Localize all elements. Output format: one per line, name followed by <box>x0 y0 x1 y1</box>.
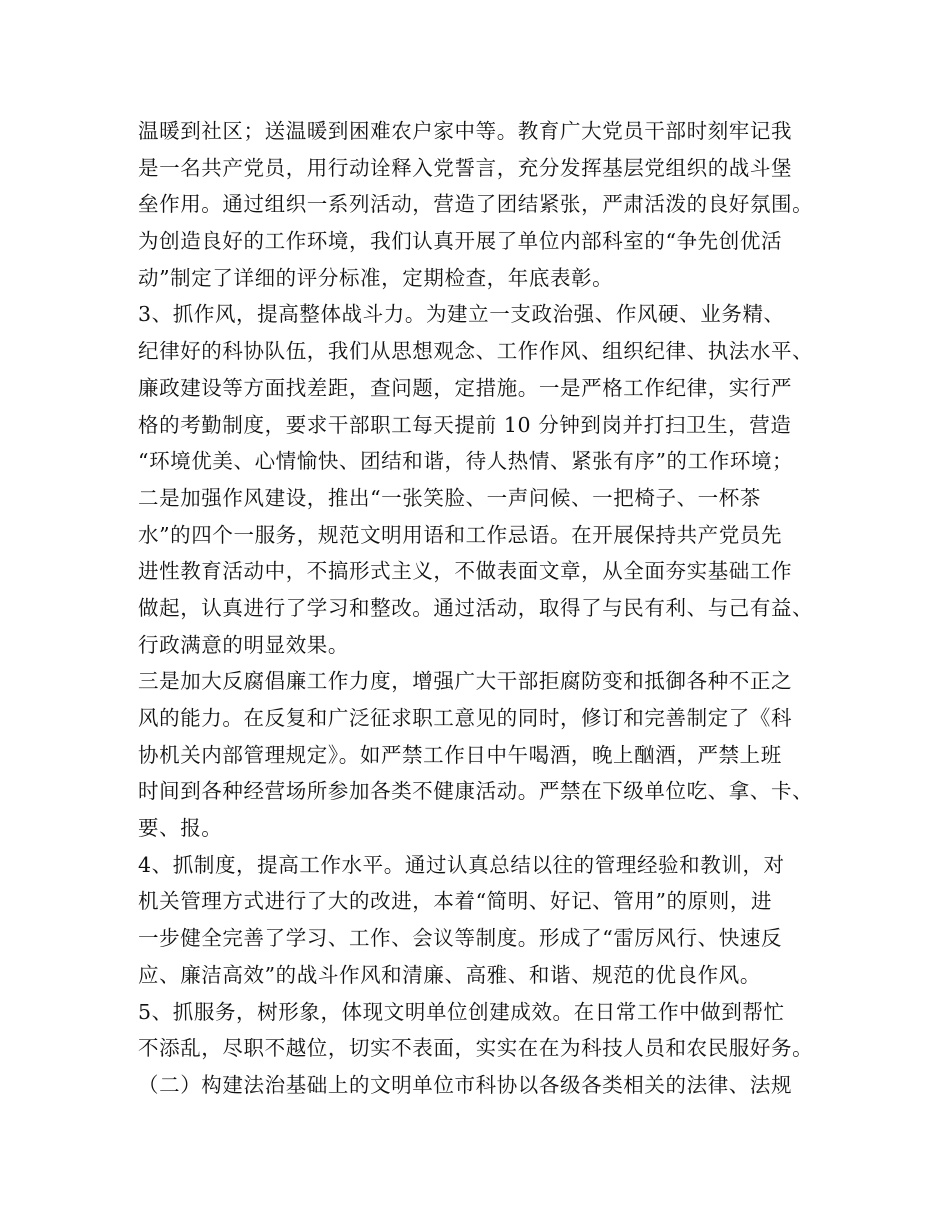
text-line: 格的考勤制度，要求干部职工每天提前 10 分钟到岗并打扫卫生，营造 <box>138 412 792 437</box>
text-line: 动”制定了详细的评分标准，定期检查，年底表彰。 <box>138 265 614 290</box>
document-body <box>138 113 838 1104</box>
text-line: 时间到各种经营场所参加各类不健康活动。严禁在下级单位吃、拿、卡、 <box>138 779 814 804</box>
text-line: 纪律好的科协队伍，我们从思想观念、工作作风、组织纪律、执法水平、 <box>138 339 814 364</box>
text-line: 不添乱，尽职不越位，切实不表面，实实在在为科技人员和农民服好务。 <box>138 1036 814 1061</box>
text-line: 做起，认真进行了学习和整改。通过活动，取得了与民有利、与己有益、 <box>138 595 814 620</box>
text-line: 垒作用。通过组织一系列活动，营造了团结紧张，严肃活泼的良好氛围。 <box>138 192 814 217</box>
text-line: 进性教育活动中，不搞形式主义，不做表面文章，从全面夯实基础工作 <box>138 559 793 584</box>
text-line: 3、抓作风，提高整体战斗力。为建立一支政治强、作风硬、业务精、 <box>138 302 785 327</box>
text-line: 风的能力。在反复和广泛征求职工意见的同时，修订和完善制定了《科 <box>138 706 793 730</box>
text-line: “环境优美、心情愉快、团结和谐，待人热情、紧张有序”的工作环境； <box>138 449 794 474</box>
text-line: 水”的四个一服务，规范文明用语和工作忌语。在开展保持共产党员先 <box>138 522 783 547</box>
text-line: （二）构建法治基础上的文明单位市科协以各级各类相关的法律、法规 <box>138 1072 793 1097</box>
text-line: 廉政建设等方面找差距，查问题，定措施。一是严格工作纪律，实行严 <box>138 375 793 400</box>
text-line: 温暖到社区；送温暖到困难农户家中等。教育广大党员干部时刻牢记我 <box>138 119 793 143</box>
text-line: 二是加强作风建设，推出“一张笑脸、一声问候、一把椅子、一杯茶 <box>138 485 761 510</box>
text-line: 5、抓服务，树形象，体现文明单位创建成效。在日常工作中做到帮忙 <box>138 999 785 1024</box>
text-line: 一步健全完善了学习、工作、会议等制度。形成了“雷厉风行、快速反 <box>138 926 783 951</box>
text-line: 三是加大反腐倡廉工作力度，增强广大干部拒腐防变和抵御各种不正之 <box>138 669 793 694</box>
text-line: 机关管理方式进行了大的改进，本着“简明、好记、管用”的原则，进 <box>138 889 773 914</box>
text-line: 4、抓制度，提高工作水平。通过认真总结以往的管理经验和教训，对 <box>138 852 785 877</box>
text-line: 协机关内部管理规定》。如严禁工作日中午喝酒，晚上酗酒，严禁上班 <box>138 742 782 767</box>
text-line: 应、廉洁高效”的战斗作风和清廉、高雅、和谐、规范的优良作风。 <box>138 962 761 987</box>
text-line: 要、报。 <box>138 816 223 841</box>
text-line: 是一名共产党员，用行动诠释入党誓言，充分发挥基层党组织的战斗堡 <box>138 155 793 180</box>
text-line: 行政满意的明显效果。 <box>138 632 349 657</box>
text-line: 为创造良好的工作环境，我们认真开展了单位内部科室的“争先创优活 <box>138 229 783 254</box>
